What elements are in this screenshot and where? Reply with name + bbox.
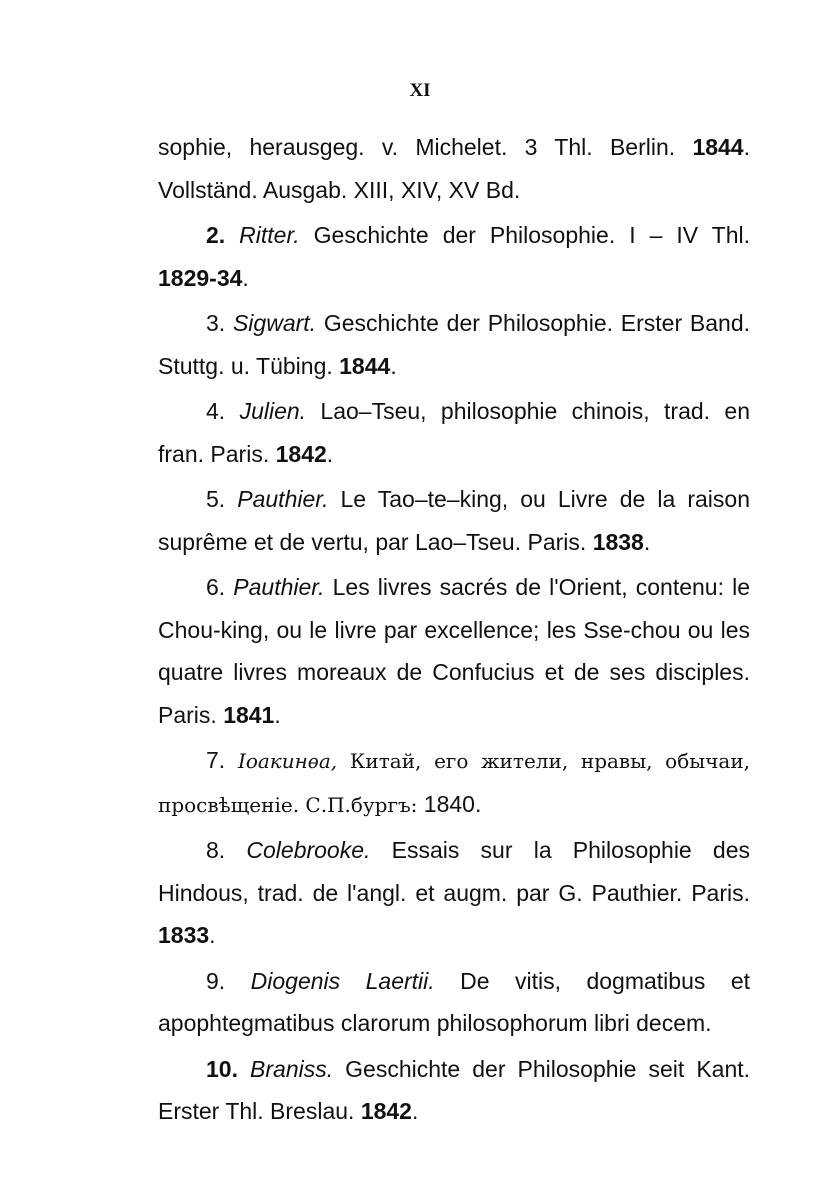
entry-tail: . <box>326 440 334 467</box>
entry-year: 1838 <box>592 528 644 555</box>
entry-author: Braniss. <box>250 1055 334 1082</box>
entry-text: Lao–Tseu, philosophie chinois, trad. en fran. Paris. <box>158 398 750 467</box>
entry-author: Julien. <box>239 398 307 424</box>
entry-year: 1833 <box>158 922 210 948</box>
entry-text: De vitis, dogmatibus et apophtegmatibus clarorum philosophorum libri decem. <box>158 967 751 1036</box>
entry-author: Іоакинѳа, <box>237 749 338 773</box>
bibliography-entry <box>158 1048 750 1133</box>
entry-number: 3. <box>206 310 226 336</box>
bibliography-entry <box>158 126 750 211</box>
entry-author: Ritter. <box>239 222 300 248</box>
entry-year: 1829-34 <box>158 264 243 291</box>
entry-number: 2. <box>206 222 226 248</box>
entry-text: Geschichte der Philosophie. I – IV Thl. <box>313 222 750 248</box>
entry-tail: . <box>274 701 281 728</box>
entry-year: 1842 <box>275 440 327 467</box>
bibliography-entry <box>158 214 750 299</box>
entry-text: sophie, herausgeg. v. Michelet. 3 Thl. Berlin. <box>158 134 693 160</box>
entry-author: Pauthier. <box>233 574 325 600</box>
entry-text: Le Tao–te–king, ou Livre de la raison suprême et de vertu, par Lao–Tseu. Paris. <box>158 486 751 555</box>
entry-number: 9. <box>206 967 226 994</box>
entry-author: Colebrooke. <box>246 837 371 863</box>
bibliography-entry <box>158 478 750 563</box>
entry-number: 5. <box>206 486 226 512</box>
entry-year: 1844 <box>339 352 391 379</box>
entry-number: 8. <box>206 837 226 863</box>
entry-year: 1842 <box>360 1098 412 1124</box>
entry-year: 1841 <box>223 701 275 728</box>
entry-tail: . <box>242 264 249 291</box>
entry-text: Китай, его жители, нравы, обычаи, просвѣщеніе. С.П.бургъ: <box>158 749 751 817</box>
entry-author: Sigwart. <box>232 310 317 336</box>
bibliography-entry <box>158 829 750 957</box>
bibliography-entry <box>158 566 750 736</box>
entry-tail: . <box>474 790 482 817</box>
entry-text: Les livres sacrés de l'Orient, contenu: le Chou-king, ou le livre par excellence; les Sse-chou ou les quatre livres moreaux de Confucius et de ses disciples. Paris. <box>158 574 750 728</box>
entry-tail: . <box>411 1098 419 1124</box>
entry-author: Pauthier. <box>237 486 329 512</box>
entry-number: 7. <box>206 747 226 773</box>
bibliography-entry <box>158 960 750 1045</box>
bibliography-entry <box>158 302 750 387</box>
entry-year: 1840 <box>423 790 475 817</box>
entry-tail: . <box>643 528 651 555</box>
entry-author: Diogenis Laertii. <box>250 967 435 994</box>
entry-number: 10. <box>206 1055 238 1082</box>
bibliography-list <box>158 126 750 1136</box>
entry-tail: . Vollständ. Ausgab. XIII, XIV, XV Bd. <box>158 134 750 203</box>
entry-tail: . <box>390 352 397 379</box>
entry-tail: . <box>209 922 216 948</box>
bibliography-entry <box>158 390 750 475</box>
entry-text: Geschichte der Philosophie seit Kant. Erster Thl. Breslau. <box>158 1055 751 1124</box>
entry-number: 4. <box>206 398 226 424</box>
entry-number: 6. <box>206 574 226 600</box>
entry-year: 1844 <box>692 134 744 160</box>
bibliography-entry <box>158 739 750 826</box>
page-number: XI <box>409 80 431 101</box>
entry-text: Geschichte der Philosophie. Erster Band. Stuttg. u. Tübing. <box>158 310 751 379</box>
entry-text: Essais sur la Philosophie des Hindous, trad. de l'angl. et augm. par G. Pauthier. Paris. <box>158 837 751 906</box>
